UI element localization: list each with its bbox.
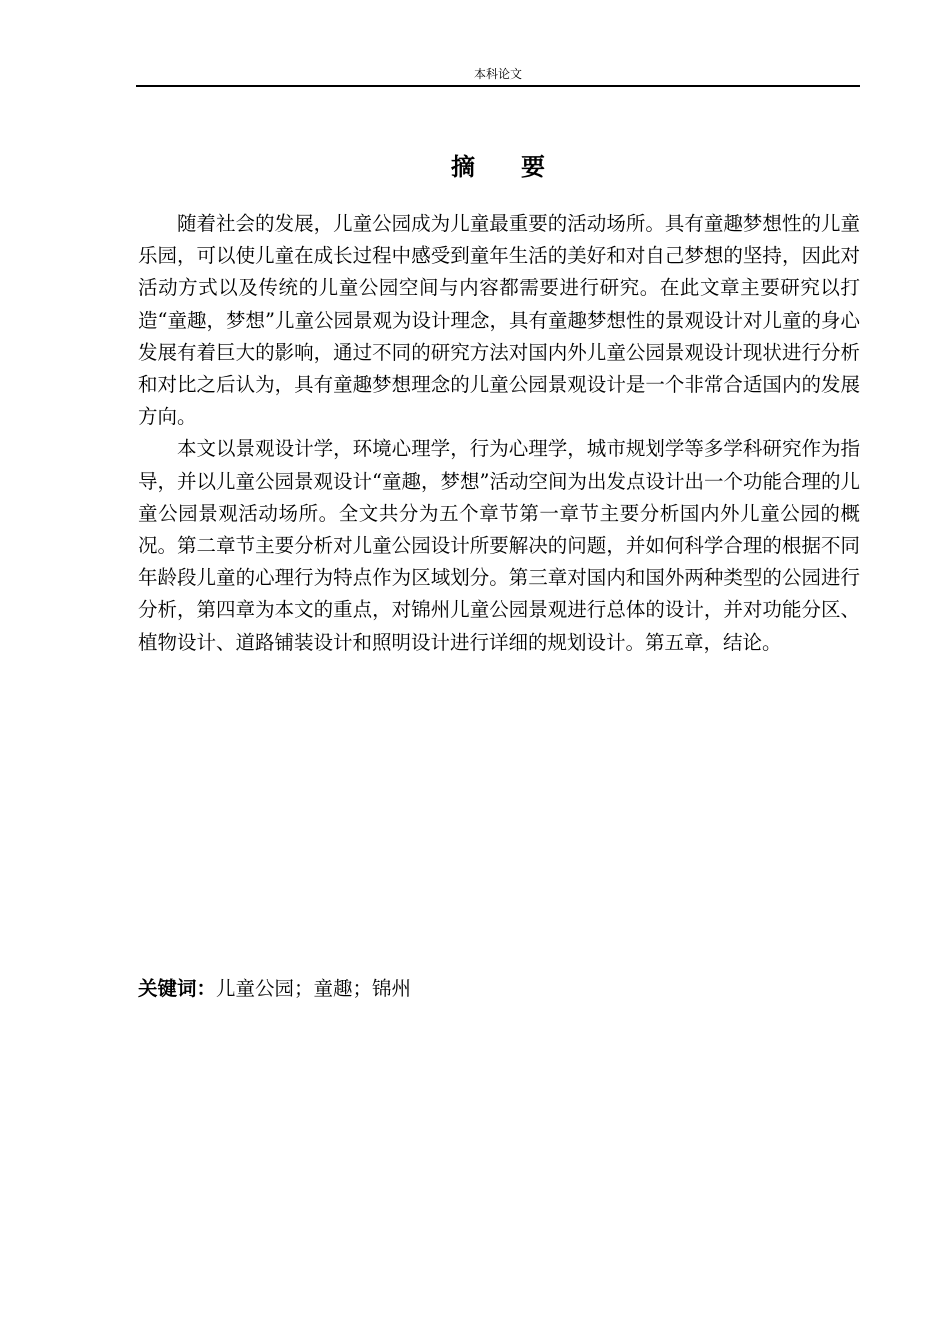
abstract-paragraph-2: 本文以景观设计学，环境心理学，行为心理学，城市规划学等多学科研究作为指导，并以儿童公园景观设计“童趣，梦想”活动空间为出发点设计出一个功能合理的儿童公园景观活动场所。全文共分为五个章节第一章节主要分析国内外儿童公园的概况。第二章节主要分析对儿童公园设计所要解决的问题，并如何科学合理的根据不同年龄段儿童的心理行为特点作为区域划分。第三章对国内和国外两种类型的公园进行分析，第四章为本文的重点，对锦州儿童公园景观进行总体的设计，并对功能分区、植物设计、道路铺装设计和照明设计进行详细的规划设计。第五章，结论。	[138, 437, 860, 654]
keywords-values: 儿童公园；童趣；锦州	[216, 977, 412, 1000]
abstract-paragraph-1: 随着社会的发展，儿童公园成为儿童最重要的活动场所。具有童趣梦想性的儿童乐园，可以使儿童在成长过程中感受到童年生活的美好和对自己梦想的坚持，因此对活动方式以及传统的儿童公园空间与内容都需要进行研究。在此文章主要研究以打造“童趣，梦想”儿童公园景观为设计理念，具有童趣梦想性的景观设计对儿童的身心发展有着巨大的影响，通过不同的研究方法对国内外儿童公园景观设计现状进行分析和对比之后认为，具有童趣梦想理念的儿童公园景观设计是一个非常合适国内的发展方向。	[138, 212, 860, 429]
abstract-body	[138, 208, 860, 659]
running-header: 本科论文	[473, 67, 522, 81]
keywords-line	[138, 974, 860, 1004]
header-divider	[136, 85, 860, 87]
keywords-label: 关键词：	[138, 977, 217, 1000]
abstract-title: 摘要	[451, 153, 591, 181]
